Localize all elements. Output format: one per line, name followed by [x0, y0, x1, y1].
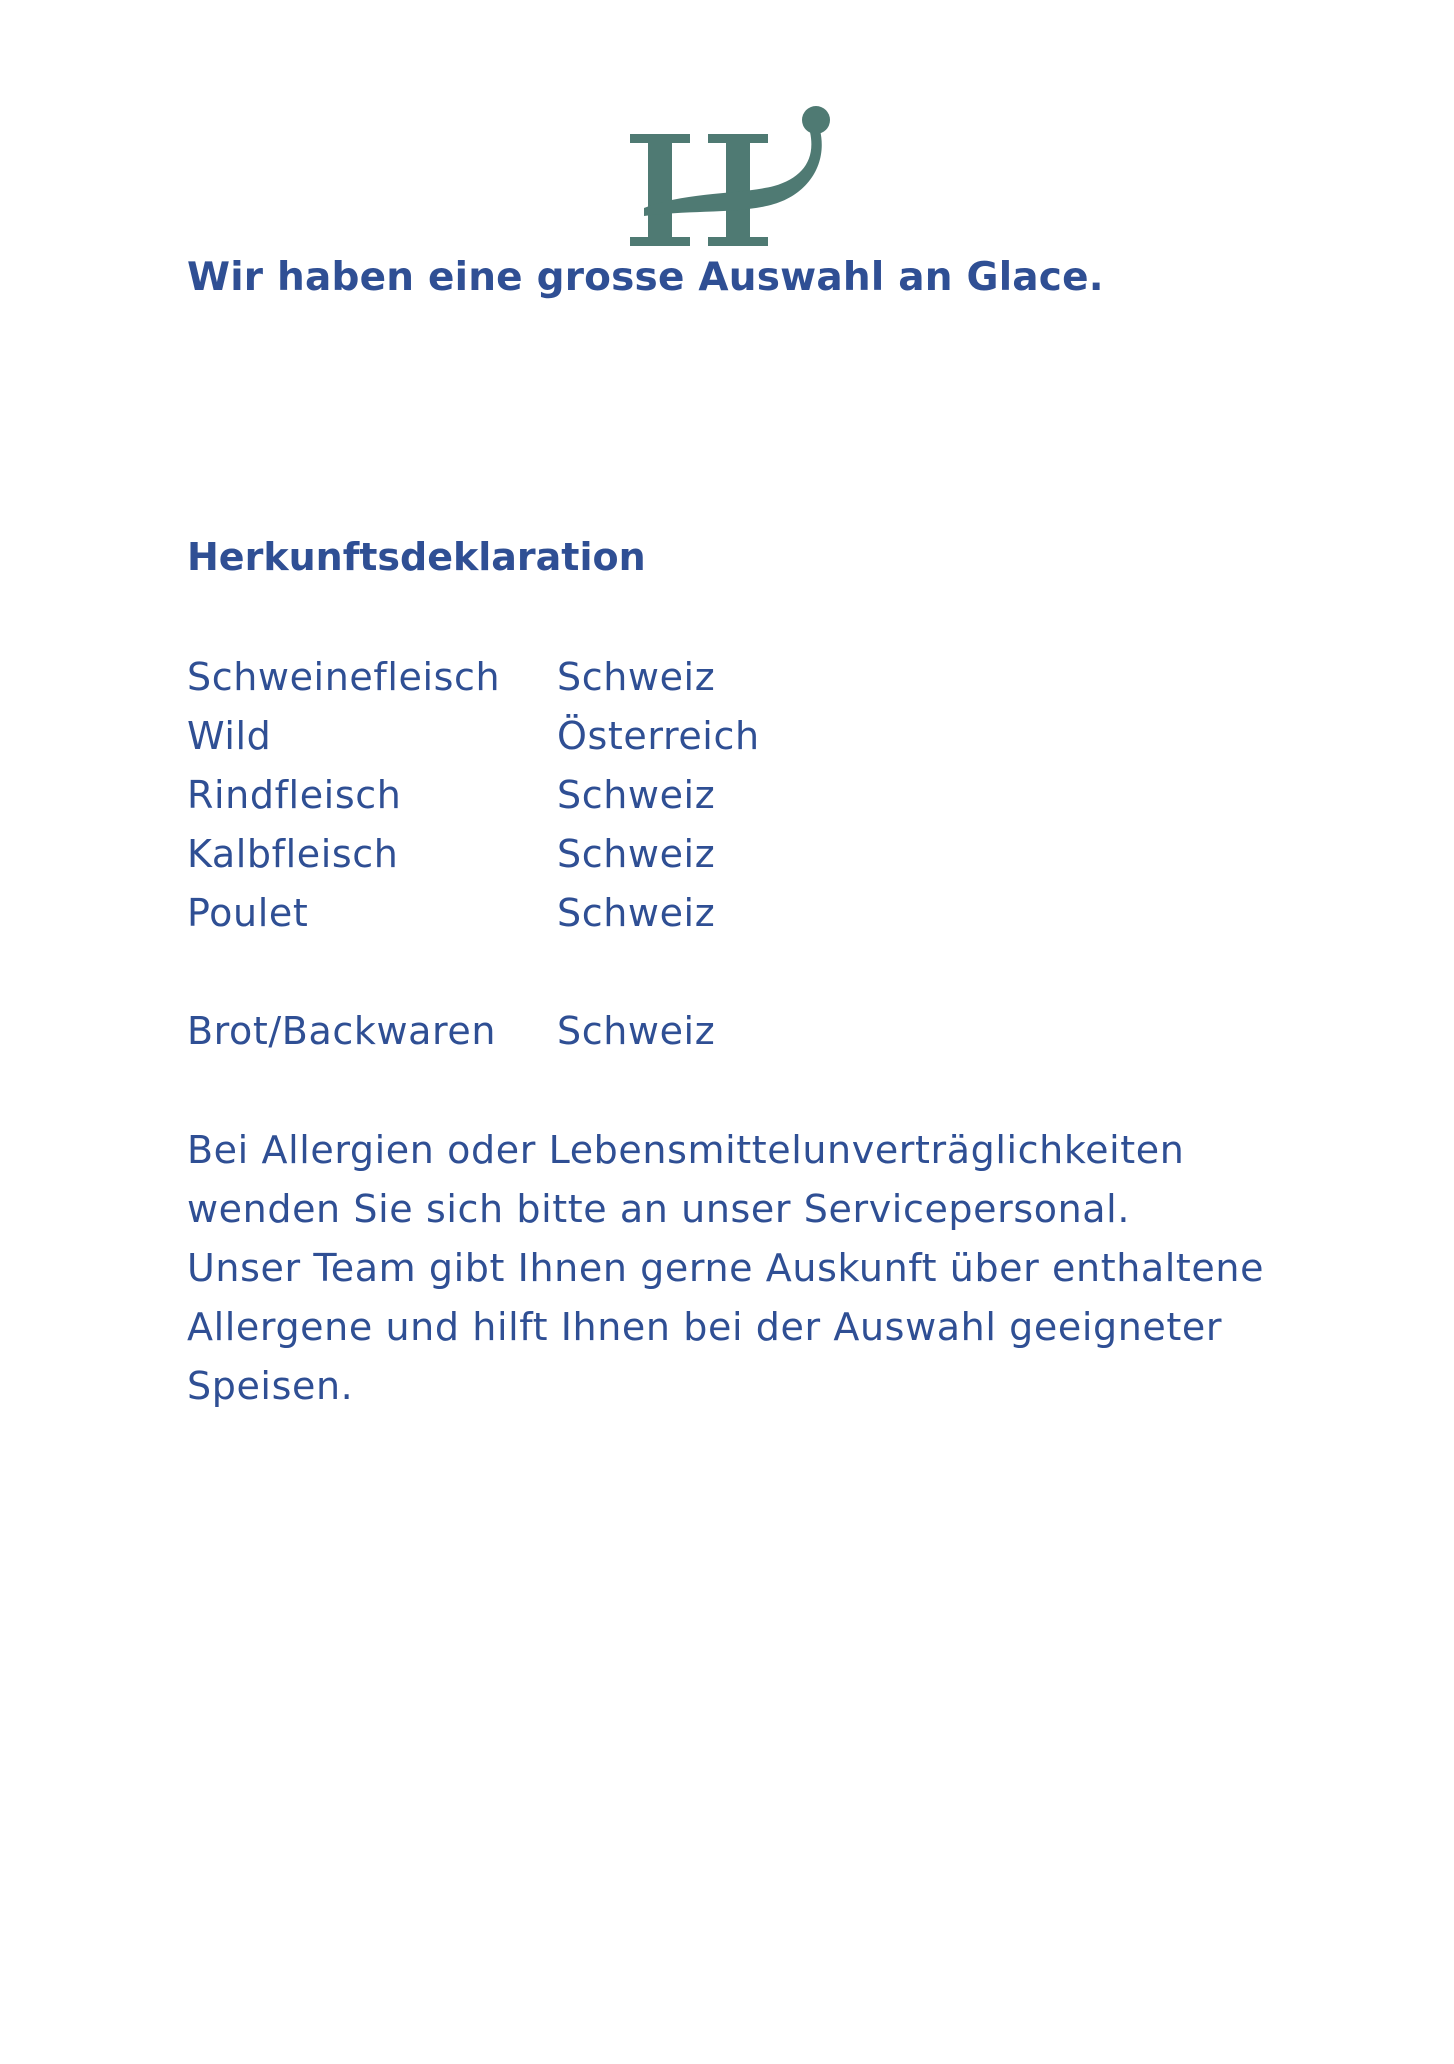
origin-row [187, 766, 760, 825]
origin-row [187, 884, 760, 943]
logo-h-icon [624, 104, 832, 254]
allergy-note-line: Bei Allergien oder Lebensmittelunverträglichkeiten [187, 1128, 1185, 1172]
origin-table [187, 648, 760, 1061]
origin-country: Schweiz [557, 832, 716, 876]
logo [624, 104, 832, 254]
origin-country: Schweiz [557, 773, 716, 817]
origin-row [187, 648, 760, 707]
origin-item: Wild [187, 714, 272, 758]
section-title: Herkunftsdeklaration [187, 535, 646, 579]
origin-row-bread [187, 1002, 760, 1061]
origin-item: Poulet [187, 891, 309, 935]
origin-item: Rindfleisch [187, 773, 402, 817]
origin-row [187, 825, 760, 884]
allergy-note [187, 1121, 1307, 1416]
origin-country: Schweiz [557, 1009, 716, 1053]
allergy-note-line: Allergene und hilft Ihnen bei der Auswahl geeigneter [187, 1305, 1223, 1349]
origin-item: Brot/Backwaren [187, 1009, 497, 1053]
allergy-note-line: Speisen. [187, 1364, 354, 1408]
origin-country: Schweiz [557, 891, 716, 935]
tagline: Wir haben eine grosse Auswahl an Glace. [187, 255, 1104, 300]
origin-item: Schweinefleisch [187, 655, 501, 699]
origin-row [187, 707, 760, 766]
allergy-note-line: Unser Team gibt Ihnen gerne Auskunft über enthaltene [187, 1246, 1265, 1290]
allergy-note-line: wenden Sie sich bitte an unser Servicepersonal. [187, 1187, 1131, 1231]
origin-country: Österreich [557, 714, 760, 758]
origin-country: Schweiz [557, 655, 716, 699]
origin-item: Kalbfleisch [187, 832, 399, 876]
